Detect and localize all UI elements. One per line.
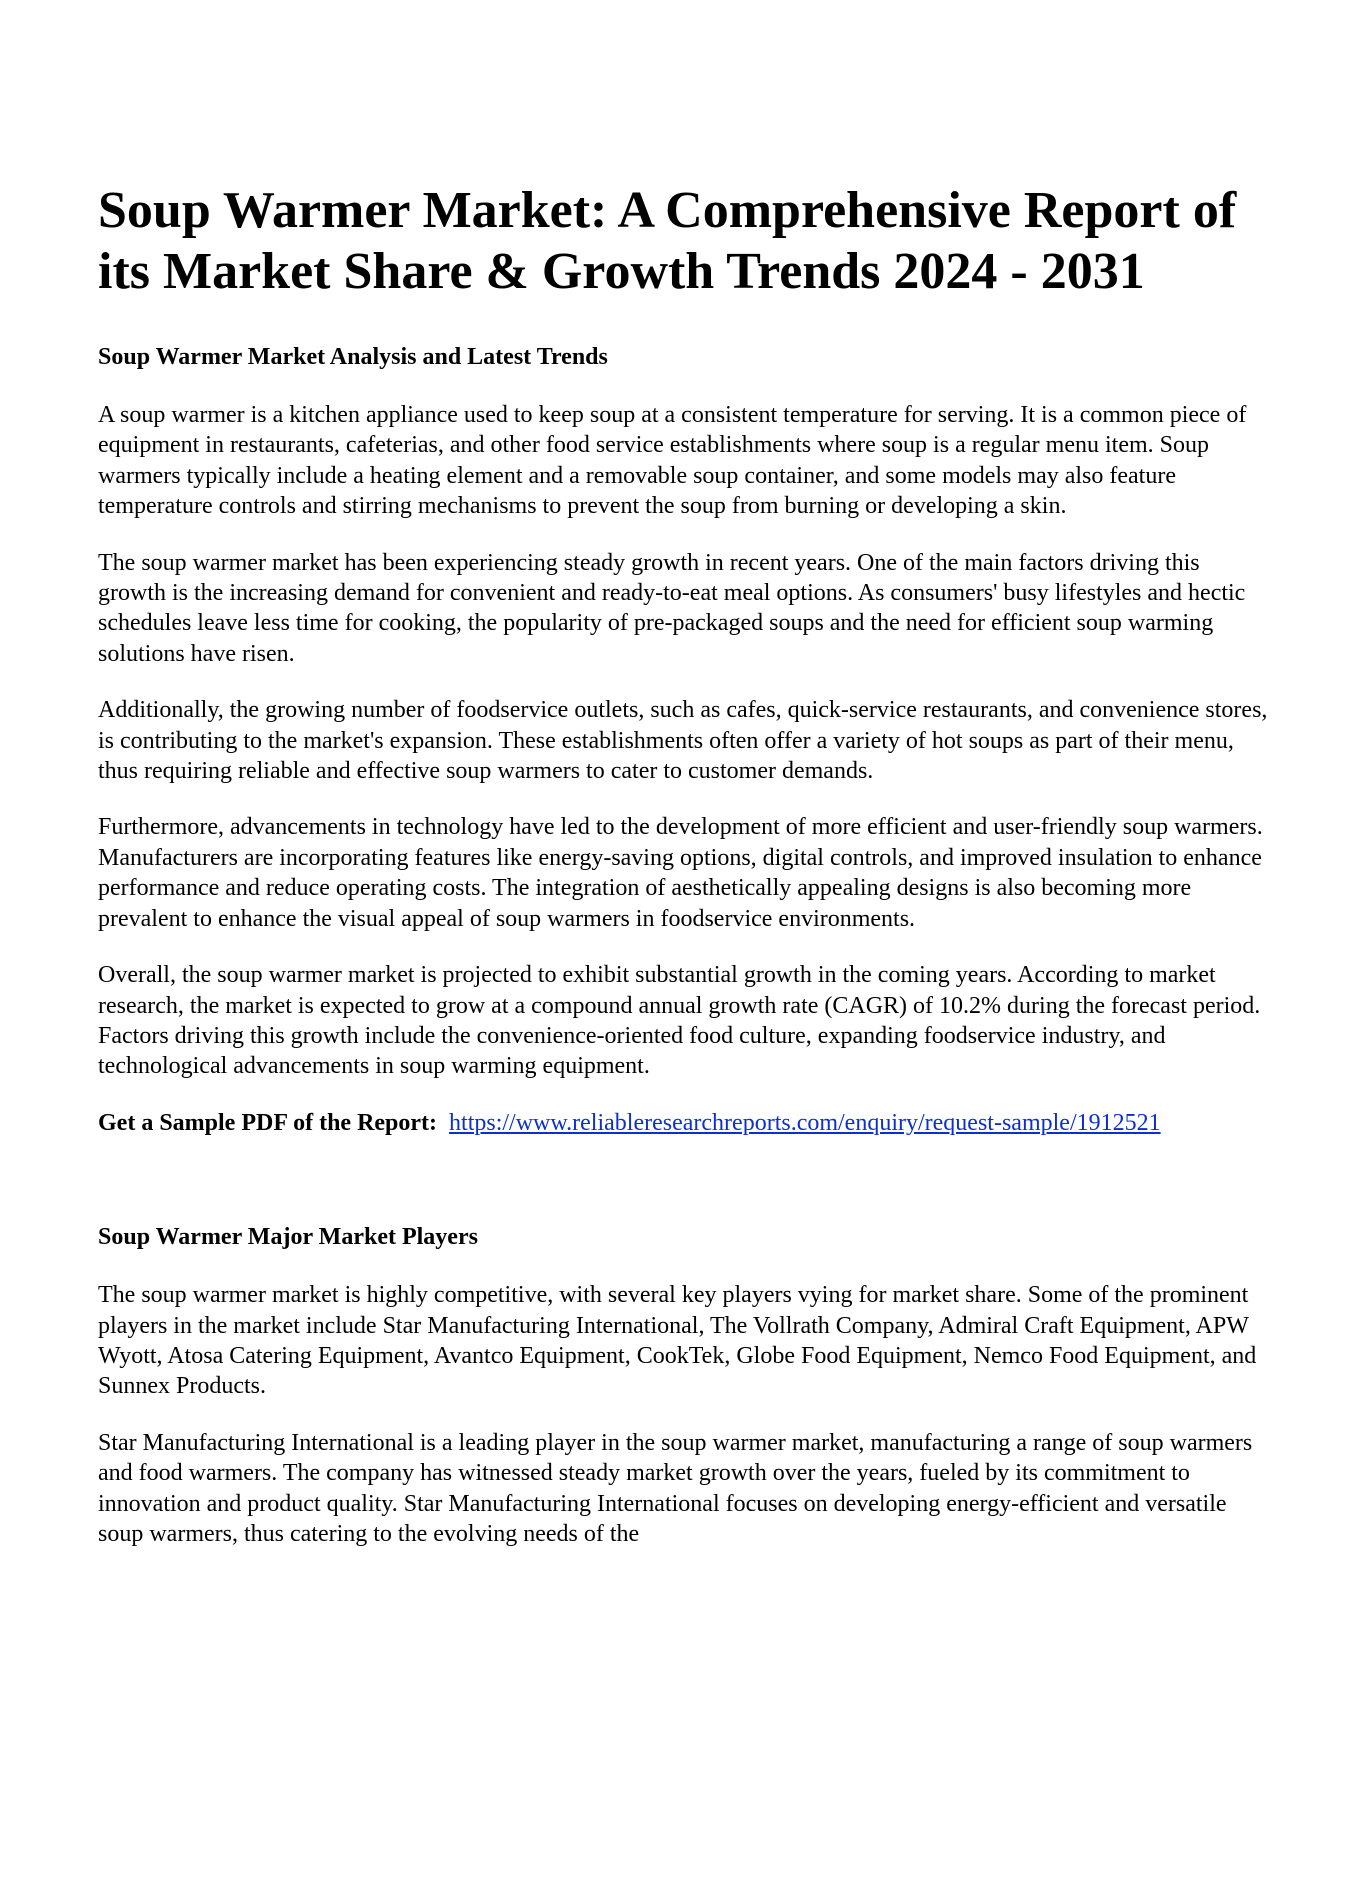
sample-pdf-line [98,1108,1268,1138]
paragraph: A soup warmer is a kitchen appliance used to keep soup at a consistent temperature for serving. It is a common piece of equipment in restaurants, cafeterias, and other food service establishments where soup is a regular menu item. Soup warmers typically include a heating element and a removable soup container, and some models may also feature temperature controls and stirring mechanisms to prevent the soup from burning or developing a skin. [98,402,1247,520]
paragraph: The soup warmer market is highly competitive, with several key players vying for market share. Some of the prominent players in the market include Star Manufacturing International, The Vollrath Company, Admiral Craft Equipment, APW Wyott, Atosa Catering Equipment, Avantco Equipment, CookTek, Globe Food Equipment, Nemco Food Equipment, and Sunnex Products. [98,1282,1257,1400]
paragraph: Star Manufacturing International is a leading player in the soup warmer market, manufacturing a range of soup warmers and food warmers. The company has witnessed steady market growth over the years, fueled by its commitment to innovation and product quality. Star Manufacturing International focuses on developing energy-efficient and versatile soup warmers, thus catering to the evolving needs of the [98,1429,1253,1547]
paragraph: Furthermore, advancements in technology have led to the development of more efficient and user-friendly soup warmers. Manufacturers are incorporating features like energy-saving options, digital controls, and improved insulation to enhance performance and reduce operating costs. The integration of aesthetically appealing designs is also becoming more prevalent to enhance the visual appeal of soup warmers in foodservice environments. [98,814,1263,932]
section-heading-analysis: Soup Warmer Market Analysis and Latest Trends [98,344,608,370]
sample-pdf-link[interactable]: https://www.reliableresearchreports.com/enquiry/request-sample/1912521 [449,1109,1161,1136]
sample-pdf-label: Get a Sample PDF of the Report: [98,1109,438,1136]
paragraph: The soup warmer market has been experiencing steady growth in recent years. One of the main factors driving this growth is the increasing demand for convenient and ready-to-eat meal options. As consumers' busy lifestyles and hectic schedules leave less time for cooking, the popularity of pre-packaged soups and the need for efficient soup warming solutions have risen. [98,549,1246,667]
paragraph: Overall, the soup warmer market is projected to exhibit substantial growth in the coming years. According to market research, the market is expected to grow at a compound annual growth rate (CAGR) of 10.2% during the forecast period. Factors driving this growth include the convenience-oriented food culture, expanding foodservice industry, and technological advancements in soup warming equipment. [98,962,1261,1080]
document-page [98,180,1268,1549]
paragraph: Additionally, the growing number of foodservice outlets, such as cafes, quick-service restaurants, and convenience stores, is contributing to the market's expansion. These establishments often offer a variety of hot soups as part of their menu, thus requiring reliable and effective soup warmers to cater to customer demands. [98,697,1268,785]
section-heading-players: Soup Warmer Major Market Players [98,1224,478,1251]
document-title: Soup Warmer Market: A Comprehensive Report of its Market Share & Growth Trends 2024 - 2031 [98,182,1237,300]
